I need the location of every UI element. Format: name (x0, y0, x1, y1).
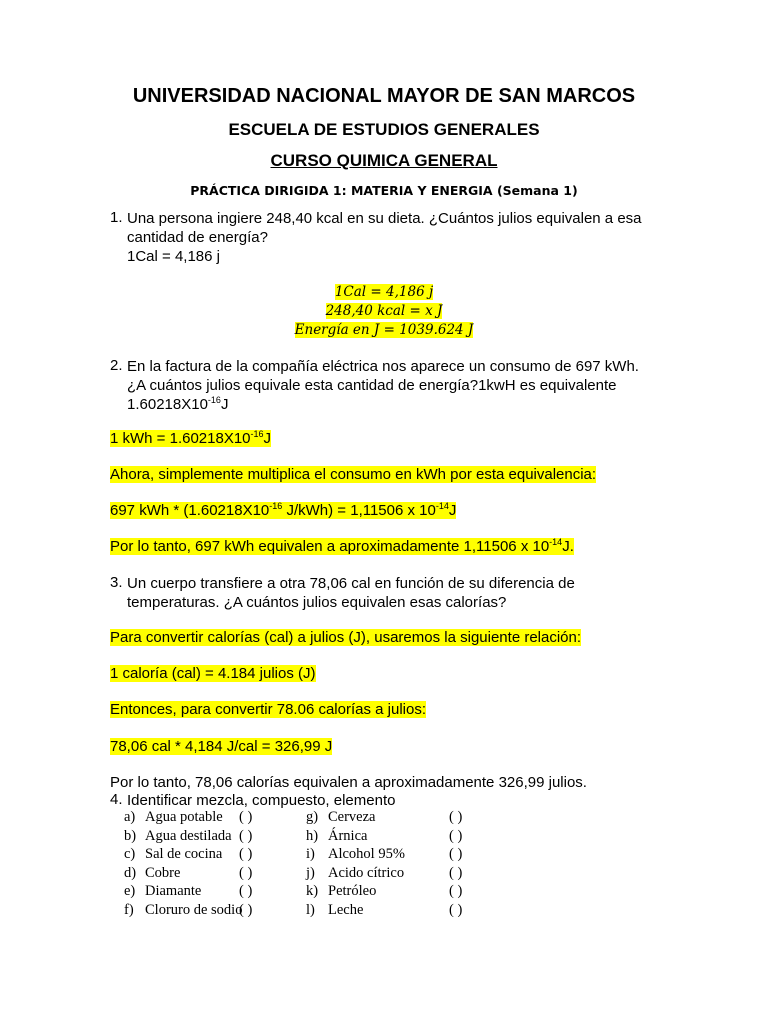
q4-items-table (124, 809, 504, 920)
q4-row (124, 809, 504, 828)
q4-item-name: Árnica (328, 827, 368, 844)
university-title: UNIVERSIDAD NACIONAL MAYOR DE SAN MARCOS (132, 85, 636, 107)
q4-item-letter: h) (306, 827, 319, 844)
q3-line1: Un cuerpo transfiere a otra 78,06 cal en función de su diferencia de (127, 575, 575, 592)
q4-answer-blank[interactable]: ( ) (449, 883, 463, 899)
q3-answer-2: 1 caloría (cal) = 4.184 julios (J) (110, 665, 316, 682)
q4-item-letter: c) (124, 846, 136, 862)
q4-answer-blank[interactable]: ( ) (239, 901, 253, 918)
q4-answer-blank[interactable]: ( ) (239, 827, 253, 844)
q4-item-letter: g) (306, 809, 319, 825)
q4-item-name: Leche (328, 901, 364, 918)
q2-line1: En la factura de la compañía eléctrica nos aparece un consumo de 697 kWh. (127, 358, 639, 375)
q1-equation-3: Energía en J = 1039.624 J (294, 322, 474, 338)
q4-item-letter: k) (306, 883, 319, 899)
q3-answer-3: Entonces, para convertir 78.06 calorías a julios: (110, 701, 427, 718)
q4-row (124, 883, 504, 902)
q2-answer-2: Ahora, simplemente multiplica el consumo en kWh por esta equivalencia: (110, 466, 597, 483)
q4-answer-blank[interactable]: ( ) (239, 846, 253, 862)
q4-item-letter: j) (306, 864, 315, 881)
q1-line2: cantidad de energía? (127, 229, 268, 246)
q4-answer-blank[interactable]: ( ) (239, 864, 253, 881)
q4-answer-blank[interactable]: ( ) (449, 901, 463, 918)
q4-row (124, 828, 504, 847)
q2-line3: $1.60218X10^{-16}J$ (127, 395, 229, 413)
q4-item-name: Cobre (145, 864, 181, 881)
q4-row (124, 902, 504, 921)
practice-title: PRÁCTICA DIRIGIDA 1: MATERIA Y ENERGIA (Semana 1) (190, 183, 578, 198)
q4-answer-blank[interactable]: ( ) (239, 883, 253, 899)
q2-answer-1: 1 kWh = $1.60218X10^{-16}J$ (110, 429, 272, 447)
q1-line3: 1Cal = 4,186 j (127, 248, 220, 265)
q1-equation-2: 248,40 kcal = x J (325, 303, 443, 319)
q4-row (124, 846, 504, 865)
q2-number: 2. (110, 357, 123, 374)
q4-title: Identificar mezcla, compuesto, elemento (127, 792, 396, 809)
q3-answer-5: Por lo tanto, 78,06 calorías equivalen a aproximadamente 326,99 julios. (110, 774, 587, 791)
q4-number: 4. (110, 791, 123, 808)
q2-answer-3: 697 kWh * ($1.60218X10^{-16}$ J/kWh) = 1,11506 x $10^{-14}J$ (110, 501, 457, 519)
q4-item-name: Cerveza (328, 809, 376, 825)
q3-number: 3. (110, 574, 123, 591)
q2-answer-4: Por lo tanto, 697 kWh equivalen a aproximadamente 1,11506 x $10^{-14}J$. (110, 537, 574, 555)
q3-text (127, 574, 658, 612)
q4-item-letter: l) (306, 901, 315, 918)
school-title: ESCUELA DE ESTUDIOS GENERALES (228, 120, 540, 139)
q1-number: 1. (110, 209, 123, 226)
q4-item-name: Agua destilada (145, 827, 232, 844)
q4-item-letter: b) (124, 827, 137, 844)
q4-item-name: Alcohol 95% (328, 846, 405, 862)
q4-item-letter: a) (124, 809, 136, 825)
q4-item-name: Cloruro de sodio (145, 901, 243, 918)
q4-answer-blank[interactable]: ( ) (449, 827, 463, 844)
q1-text (127, 209, 662, 266)
q4-item-letter: f) (124, 901, 134, 918)
q4-item-name: Sal de cocina (145, 846, 223, 862)
q1-equations (0, 283, 768, 340)
q3-answer-4: 78,06 cal * 4,184 J/cal = 326,99 J (110, 738, 333, 755)
q4-item-letter: d) (124, 864, 137, 881)
q4-item-letter: i) (306, 846, 315, 862)
q1-line1: Una persona ingiere 248,40 kcal en su dieta. ¿Cuántos julios equivalen a esa (127, 210, 642, 227)
q4-item-name: Diamante (145, 883, 202, 899)
q3-line2: temperaturas. ¿A cuántos julios equivalen esas calorías? (127, 594, 507, 611)
q4-answer-blank[interactable]: ( ) (239, 809, 253, 825)
q4-row (124, 865, 504, 884)
q4-answer-blank[interactable]: ( ) (449, 809, 463, 825)
q1-equation-1: 1Cal = 4,186 j (334, 284, 434, 300)
q2-line2: ¿A cuántos julios equivale esta cantidad de energía?1kwH es equivalente (127, 377, 617, 394)
q4-answer-blank[interactable]: ( ) (449, 864, 463, 881)
q4-item-name: Petróleo (328, 883, 377, 899)
course-title: CURSO QUIMICA GENERAL (270, 151, 498, 170)
q4-item-name: Agua potable (145, 809, 223, 825)
q3-answer-1: Para convertir calorías (cal) a julios (J), usaremos la siguiente relación: (110, 629, 582, 646)
q4-item-letter: e) (124, 883, 136, 899)
q4-answer-blank[interactable]: ( ) (449, 846, 463, 862)
q4-item-name: Acido cítrico (328, 864, 405, 881)
q2-text (127, 357, 658, 414)
